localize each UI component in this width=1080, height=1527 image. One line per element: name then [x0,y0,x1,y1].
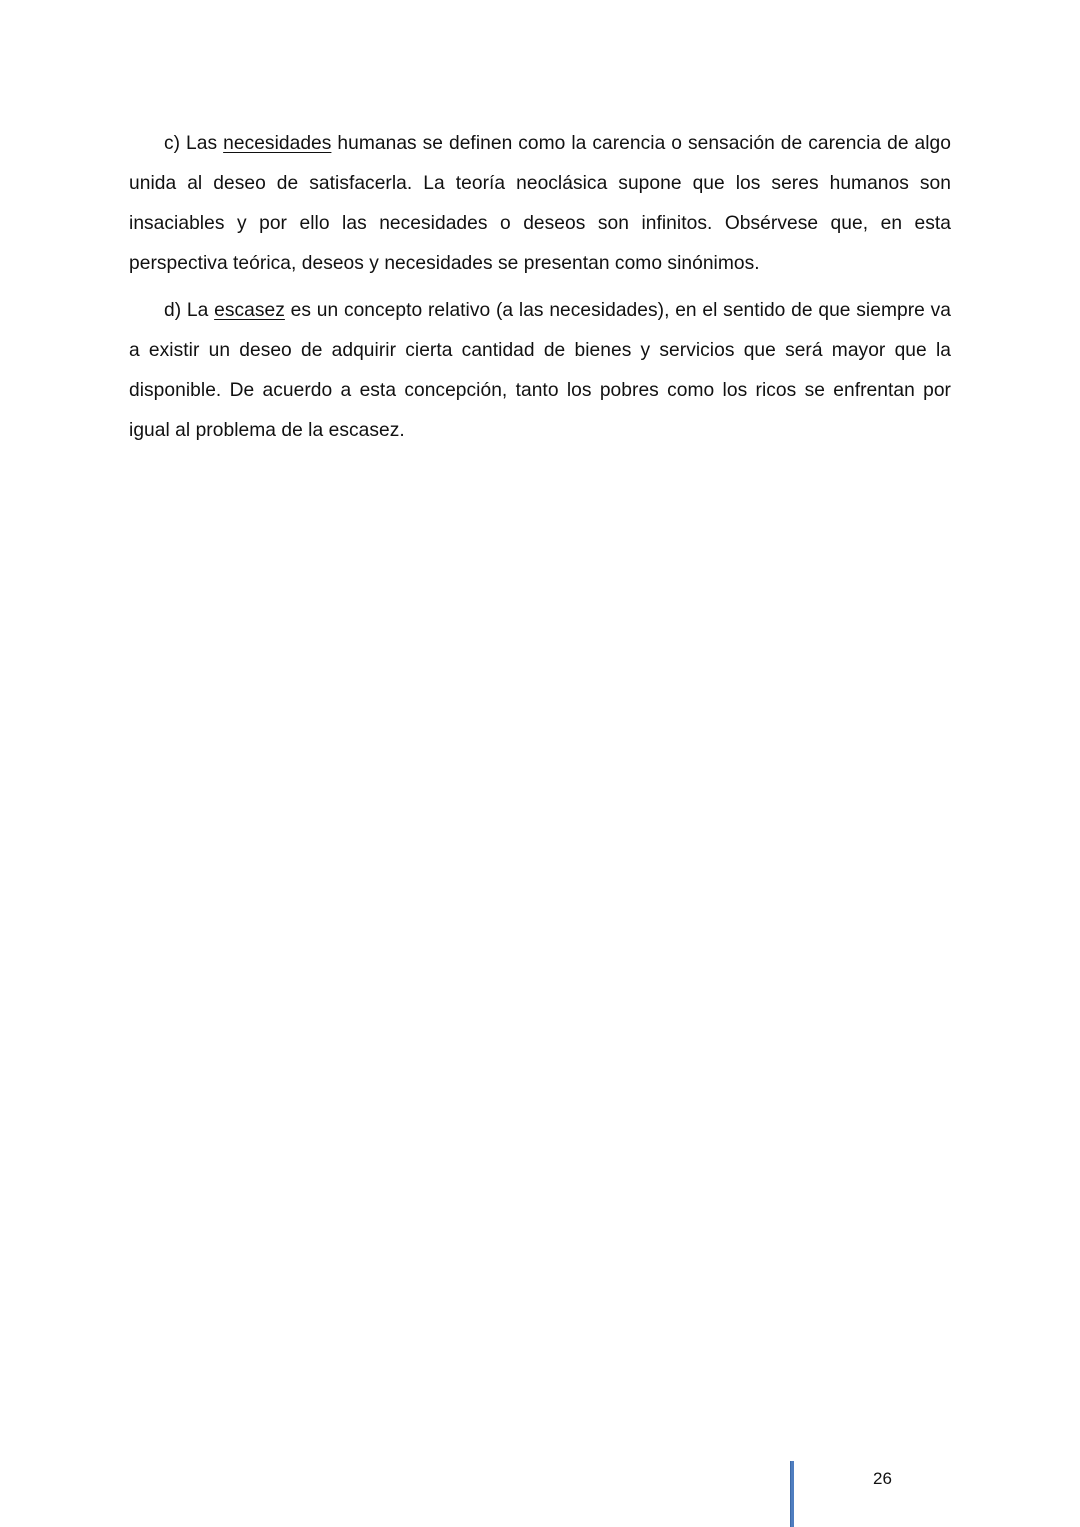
term-necesidades: necesidades [223,133,332,154]
paragraph-necesidades [129,124,951,284]
paragraph-prefix: c) Las [164,133,224,154]
paragraph-prefix: d) La [164,300,215,321]
document-body [129,124,951,458]
paragraph-text: es un concepto relativo (a las necesidades), en el sentido de que siempre va a existir un deseo de adquirir cierta cantidad de bienes y servicios que será mayor que la disponible. De acuerdo a esta concepción, tanto los pobres como los ricos se enfrentan por igual al problema de la escasez. [129,300,951,441]
term-escasez: escasez [214,300,285,321]
paragraph-text: humanas se definen como la carencia o sensación de carencia de algo unida al deseo de satisfacerla. La teoría neoclásica supone que los seres humanos son insaciables y por ello las necesidades o deseos son infinitos. Obsérvese que, en esta perspectiva teórica, deseos y necesidades se presentan como sinónimos. [129,133,951,274]
paragraph-escasez [129,291,951,451]
footer-vertical-rule [790,1461,794,1527]
page-number: 26 [873,1469,892,1488]
